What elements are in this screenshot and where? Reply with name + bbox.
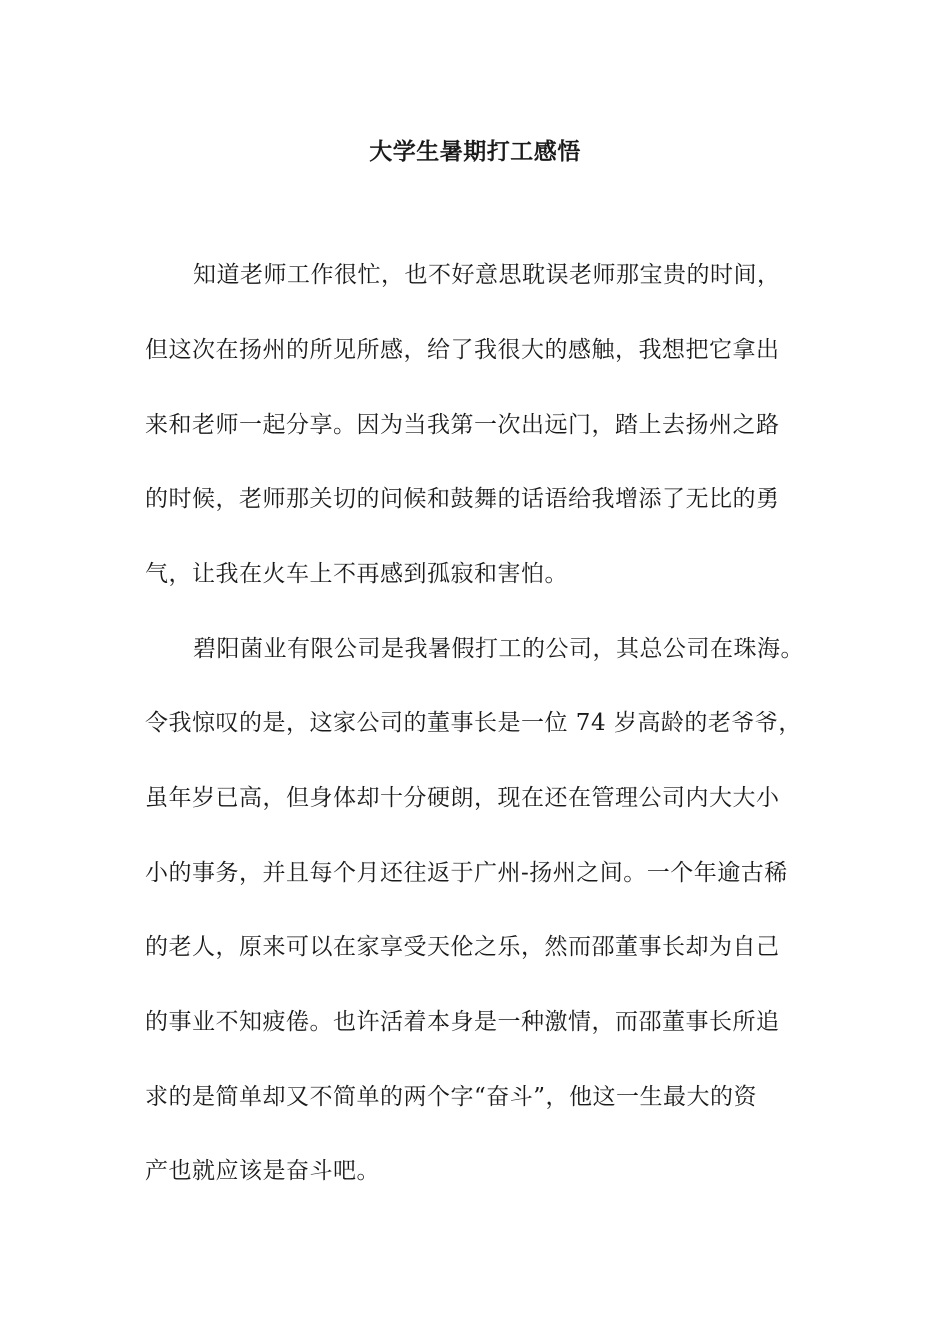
paragraph-1-line-2: 但这次在扬州的所见所感，给了我很大的感触，我想把它拿出 (145, 337, 780, 363)
paragraph-1-line-1: 知道老师工作很忙，也不好意思耽误老师那宝贵的时间， (193, 262, 781, 288)
paragraph-1-line-4: 的时候，老师那关切的问候和鼓舞的话语给我增添了无比的勇 (145, 486, 780, 512)
paragraph-2-line-6: 的事业不知疲倦。也许活着本身是一种激情，而邵董事长所追 (145, 1009, 780, 1035)
paragraph-2-line-7: 求的是简单却又不简单的两个字“奋斗”，他这一生最大的资 (145, 1084, 758, 1110)
document-title: 大学生暑期打工感悟 (369, 138, 581, 165)
paragraph-2-line-2: 令我惊叹的是，这家公司的董事长是一位 74 岁高龄的老爷爷， (145, 710, 802, 736)
paragraph-1-line-3: 来和老师一起分享。因为当我第一次出远门，踏上去扬州之路 (145, 412, 780, 438)
paragraph-2-line-1: 碧阳菌业有限公司是我暑假打工的公司，其总公司在珠海。 (193, 636, 804, 662)
paragraph-2-line-8: 产也就应该是奋斗吧。 (145, 1158, 380, 1184)
paragraph-2-line-5: 的老人，原来可以在家享受天伦之乐，然而邵董事长却为自己 (145, 934, 780, 960)
paragraph-2-line-3: 虽年岁已高，但身体却十分硬朗，现在还在管理公司内大大小 (145, 785, 780, 811)
paragraph-1-line-5: 气，让我在火车上不再感到孤寂和害怕。 (145, 561, 568, 587)
paragraph-2-line-4: 小的事务，并且每个月还往返于广州-扬州之间。一个年逾古稀 (145, 860, 788, 886)
